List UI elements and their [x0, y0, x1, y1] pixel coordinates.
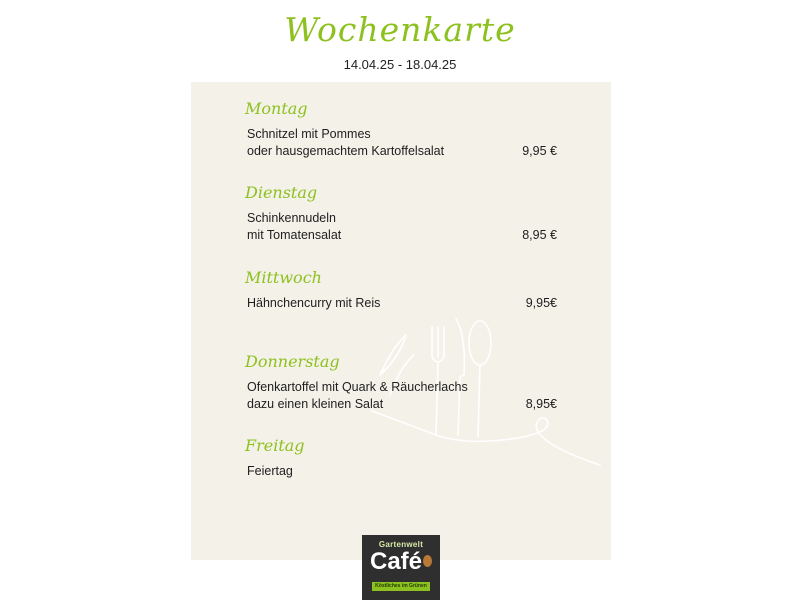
logo-main-text	[362, 550, 440, 574]
dish-description	[247, 126, 557, 159]
dish-line: Feiertag	[247, 464, 293, 478]
date-range: 14.04.25 - 18.04.25	[343, 57, 457, 72]
dish-description	[247, 463, 557, 480]
price: 8,95 €	[522, 227, 557, 242]
day-name: Mittwoch	[245, 268, 322, 287]
logo-tagline: Köstliches im Grünen	[372, 582, 430, 591]
dish-line: dazu einen kleinen Salat	[247, 396, 384, 411]
dish-line: mit Tomatensalat	[247, 227, 342, 242]
dish-description	[247, 295, 557, 312]
dish-line: Schnitzel mit Pommes	[247, 127, 371, 141]
day-name: Freitag	[245, 436, 305, 455]
dish-line: Schinkennudeln	[247, 211, 336, 225]
day-monday	[247, 98, 567, 159]
dish-description	[247, 379, 557, 412]
price: 9,95 €	[522, 143, 557, 158]
day-tuesday	[247, 182, 567, 243]
cafe-logo	[362, 535, 440, 600]
day-name: Montag	[245, 99, 308, 118]
coffee-bean-icon	[423, 555, 432, 567]
day-wednesday	[247, 267, 567, 312]
dish-line: oder hausgemachtem Kartoffelsalat	[247, 143, 445, 158]
page-title: Wochenkarte	[284, 10, 516, 49]
logo-main-label: Café	[369, 548, 423, 575]
day-name: Dienstag	[245, 183, 318, 202]
day-thursday	[247, 351, 567, 412]
day-friday	[247, 435, 567, 480]
dish-description	[247, 210, 557, 243]
dish-line: Hähnchencurry mit Reis	[247, 296, 381, 310]
price: 9,95€	[525, 296, 557, 310]
logo-top-text: Gartenwelt	[378, 540, 424, 549]
day-name: Donnerstag	[245, 352, 340, 371]
price: 8,95€	[525, 396, 557, 411]
dish-line: Ofenkartoffel mit Quark & Räucherlachs	[247, 380, 468, 394]
